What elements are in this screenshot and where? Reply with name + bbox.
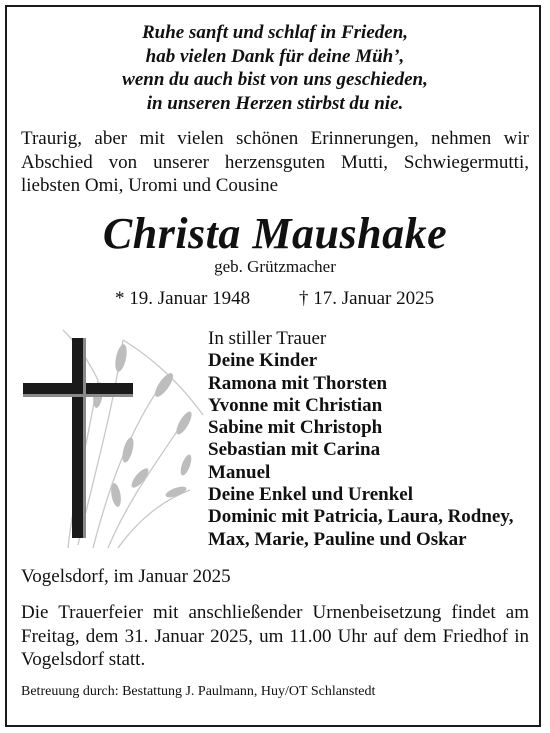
funeral-line: Vogelsdorf statt.: [21, 649, 146, 670]
memorial-poem: [0, 21, 550, 115]
poem-line: hab vielen Dank für deine Müh’,: [145, 45, 405, 67]
poem-line: wenn du auch bist von uns geschieden,: [122, 69, 428, 90]
intro-line: Traurig, aber mit vielen schönen Erinnerungen, nehmen wir: [21, 128, 529, 149]
funeral-home-credit: Betreuung durch: Bestattung J. Paulmann, Huy/OT Schlanstedt: [21, 684, 376, 699]
deceased-name: Christa Maushake: [102, 209, 448, 258]
mourner-line: Deine Kinder: [208, 350, 318, 372]
poem-line: Ruhe sanft und schlaf in Frieden,: [141, 22, 409, 43]
death-date: † 17. Januar 2025: [299, 288, 435, 309]
intro-line: Abschied von unserer herzensguten Mutti, Schwiegermutti,: [21, 151, 529, 173]
maiden-name: geb. Grützmacher: [214, 257, 336, 276]
mourner-line: Sabine mit Christoph: [208, 417, 383, 439]
mourner-line: Sebastian mit Carina: [208, 439, 381, 461]
mourner-line: Yvonne mit Christian: [208, 394, 383, 416]
funeral-line: Freitag, dem 31. Januar 2025, um 11.00 Uhr auf dem Friedhof in: [21, 625, 529, 647]
funeral-info: [21, 601, 529, 672]
mourners-list: [208, 328, 514, 551]
mourner-line: Max, Marie, Pauline und Oskar: [208, 528, 467, 550]
funeral-line: Die Trauerfeier mit anschließender Urnenbeisetzung findet am: [21, 602, 529, 623]
mourner-line: Dominic mit Patricia, Laura, Rodney,: [208, 506, 514, 528]
place-date: Vogelsdorf, im Januar 2025: [21, 566, 231, 587]
mourner-line: Ramona mit Thorsten: [208, 372, 388, 394]
intro-line: liebsten Omi, Uromi und Cousine: [21, 175, 279, 196]
cross-with-wheat-icon: [18, 320, 208, 550]
mourners-heading: In stiller Trauer: [208, 328, 327, 349]
intro-text: [21, 127, 529, 198]
mourner-line: Deine Enkel und Urenkel: [208, 484, 413, 506]
poem-line: in unseren Herzen stirbst du nie.: [146, 92, 404, 114]
birth-date: * 19. Januar 1948: [115, 288, 251, 309]
mourner-line: Manuel: [208, 461, 271, 483]
